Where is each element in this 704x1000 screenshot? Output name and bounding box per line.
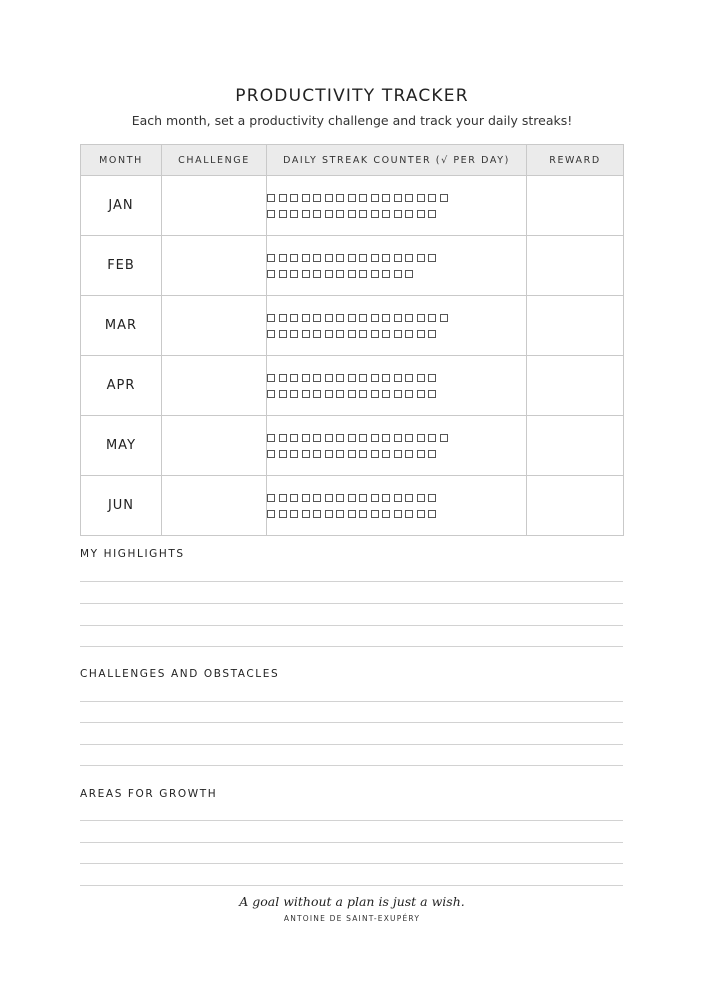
day-checkbox[interactable] [394, 494, 402, 502]
day-checkbox[interactable] [382, 494, 390, 502]
writing-line[interactable] [80, 842, 623, 843]
day-checkbox[interactable] [405, 314, 413, 322]
quote-author: ANTOINE DE SAINT-EXUPÉRY [283, 914, 421, 923]
day-checkbox[interactable] [313, 434, 321, 442]
day-checkbox[interactable] [405, 450, 413, 458]
day-checkbox[interactable] [394, 194, 402, 202]
checkbox-row [267, 448, 526, 460]
day-checkbox[interactable] [417, 374, 425, 382]
day-checkbox[interactable] [302, 210, 310, 218]
day-checkbox[interactable] [325, 374, 333, 382]
day-checkbox[interactable] [405, 390, 413, 398]
writing-line[interactable] [80, 885, 623, 886]
day-checkbox[interactable] [313, 450, 321, 458]
day-checkbox[interactable] [267, 390, 275, 398]
checkbox-row [267, 432, 526, 444]
day-checkbox[interactable] [325, 390, 333, 398]
day-checkbox[interactable] [302, 194, 310, 202]
day-checkbox[interactable] [405, 510, 413, 518]
day-checkbox[interactable] [417, 434, 425, 442]
day-checkbox[interactable] [359, 390, 367, 398]
table-row [81, 476, 624, 536]
day-checkbox[interactable] [279, 194, 287, 202]
day-checkbox[interactable] [371, 434, 379, 442]
day-checkbox[interactable] [348, 494, 356, 502]
day-checkbox[interactable] [359, 434, 367, 442]
day-checkbox[interactable] [394, 390, 402, 398]
day-checkbox[interactable] [428, 434, 436, 442]
streak-cell [267, 176, 527, 236]
day-checkbox[interactable] [382, 390, 390, 398]
day-checkbox[interactable] [313, 314, 321, 322]
streak-cell [267, 236, 527, 296]
day-checkbox[interactable] [325, 314, 333, 322]
checkbox-row [267, 208, 526, 220]
day-checkbox[interactable] [267, 314, 275, 322]
day-checkbox[interactable] [279, 390, 287, 398]
day-checkbox[interactable] [336, 330, 344, 338]
day-checkbox[interactable] [371, 374, 379, 382]
tracker-table [80, 144, 624, 536]
streak-cell [267, 476, 527, 536]
day-checkbox[interactable] [405, 330, 413, 338]
challenge-cell[interactable] [162, 236, 267, 296]
day-checkbox[interactable] [394, 434, 402, 442]
day-checkbox[interactable] [325, 194, 333, 202]
day-checkbox[interactable] [428, 194, 436, 202]
day-checkbox[interactable] [313, 194, 321, 202]
day-checkbox[interactable] [405, 434, 413, 442]
day-checkbox[interactable] [371, 450, 379, 458]
day-checkbox[interactable] [394, 374, 402, 382]
day-checkbox[interactable] [290, 254, 298, 262]
day-checkbox[interactable] [336, 270, 344, 278]
day-checkbox[interactable] [405, 494, 413, 502]
day-checkbox[interactable] [313, 494, 321, 502]
reward-cell[interactable] [527, 416, 624, 476]
day-checkbox[interactable] [290, 210, 298, 218]
day-checkbox[interactable] [290, 314, 298, 322]
day-checkbox[interactable] [302, 254, 310, 262]
writing-line[interactable] [80, 863, 623, 864]
day-checkbox[interactable] [348, 314, 356, 322]
day-checkbox[interactable] [417, 330, 425, 338]
day-checkbox[interactable] [267, 374, 275, 382]
month-cell: FEB [81, 236, 162, 296]
streak-cell [267, 296, 527, 356]
day-checkbox[interactable] [371, 330, 379, 338]
column-header-month: MONTH [81, 145, 162, 176]
day-checkbox[interactable] [371, 270, 379, 278]
writing-line[interactable] [80, 625, 623, 626]
day-checkbox[interactable] [336, 194, 344, 202]
day-checkbox[interactable] [336, 494, 344, 502]
challenge-cell[interactable] [162, 356, 267, 416]
day-checkbox[interactable] [428, 254, 436, 262]
day-checkbox[interactable] [394, 254, 402, 262]
day-checkbox[interactable] [279, 374, 287, 382]
day-checkbox[interactable] [348, 374, 356, 382]
day-checkbox[interactable] [348, 330, 356, 338]
table-row [81, 176, 624, 236]
challenge-cell[interactable] [162, 476, 267, 536]
day-checkbox[interactable] [394, 314, 402, 322]
writing-line[interactable] [80, 820, 623, 821]
page-subtitle: Each month, set a productivity challenge and track your daily streaks! [131, 113, 573, 128]
month-cell: MAR [81, 296, 162, 356]
checkbox-row [267, 508, 526, 520]
checkbox-row [267, 492, 526, 504]
day-checkbox[interactable] [267, 210, 275, 218]
day-checkbox[interactable] [359, 210, 367, 218]
day-checkbox[interactable] [290, 450, 298, 458]
table-row [81, 416, 624, 476]
day-checkbox[interactable] [267, 510, 275, 518]
day-checkbox[interactable] [290, 510, 298, 518]
day-checkbox[interactable] [267, 450, 275, 458]
day-checkbox[interactable] [279, 494, 287, 502]
day-checkbox[interactable] [405, 254, 413, 262]
day-checkbox[interactable] [279, 254, 287, 262]
day-checkbox[interactable] [325, 510, 333, 518]
writing-line[interactable] [80, 701, 623, 702]
day-checkbox[interactable] [428, 510, 436, 518]
day-checkbox[interactable] [325, 330, 333, 338]
writing-line[interactable] [80, 646, 623, 647]
day-checkbox[interactable] [359, 510, 367, 518]
streak-cell [267, 356, 527, 416]
column-header-reward: REWARD [527, 145, 624, 176]
day-checkbox[interactable] [440, 434, 448, 442]
day-checkbox[interactable] [302, 314, 310, 322]
day-checkbox[interactable] [336, 254, 344, 262]
day-checkbox[interactable] [336, 450, 344, 458]
day-checkbox[interactable] [313, 270, 321, 278]
writing-line[interactable] [80, 603, 623, 604]
day-checkbox[interactable] [359, 194, 367, 202]
day-checkbox[interactable] [359, 270, 367, 278]
reward-cell[interactable] [527, 296, 624, 356]
checkbox-row [267, 192, 526, 204]
day-checkbox[interactable] [290, 330, 298, 338]
day-checkbox[interactable] [371, 390, 379, 398]
day-checkbox[interactable] [279, 270, 287, 278]
reward-cell[interactable] [527, 476, 624, 536]
checkbox-row [267, 252, 526, 264]
writing-line[interactable] [80, 744, 623, 745]
day-checkbox[interactable] [279, 314, 287, 322]
day-checkbox[interactable] [279, 434, 287, 442]
day-checkbox[interactable] [279, 450, 287, 458]
day-checkbox[interactable] [428, 330, 436, 338]
month-cell: JAN [81, 176, 162, 236]
day-checkbox[interactable] [428, 314, 436, 322]
day-checkbox[interactable] [348, 210, 356, 218]
day-checkbox[interactable] [348, 270, 356, 278]
day-checkbox[interactable] [405, 210, 413, 218]
checkbox-row [267, 328, 526, 340]
day-checkbox[interactable] [382, 210, 390, 218]
reward-cell[interactable] [527, 356, 624, 416]
writing-line[interactable] [80, 722, 623, 723]
day-checkbox[interactable] [405, 270, 413, 278]
month-cell: APR [81, 356, 162, 416]
day-checkbox[interactable] [267, 194, 275, 202]
day-checkbox[interactable] [313, 330, 321, 338]
day-checkbox[interactable] [417, 450, 425, 458]
checkbox-row [267, 268, 526, 280]
day-checkbox[interactable] [371, 510, 379, 518]
day-checkbox[interactable] [348, 390, 356, 398]
day-checkbox[interactable] [336, 434, 344, 442]
day-checkbox[interactable] [302, 330, 310, 338]
day-checkbox[interactable] [325, 450, 333, 458]
day-checkbox[interactable] [382, 330, 390, 338]
day-checkbox[interactable] [336, 390, 344, 398]
day-checkbox[interactable] [417, 494, 425, 502]
checkbox-row [267, 372, 526, 384]
section-label-challenges: CHALLENGES AND OBSTACLES [80, 668, 280, 680]
writing-line[interactable] [80, 765, 623, 766]
month-cell: JUN [81, 476, 162, 536]
table-row [81, 356, 624, 416]
day-checkbox[interactable] [417, 314, 425, 322]
day-checkbox[interactable] [382, 374, 390, 382]
day-checkbox[interactable] [428, 374, 436, 382]
day-checkbox[interactable] [371, 210, 379, 218]
day-checkbox[interactable] [267, 434, 275, 442]
checkbox-row [267, 312, 526, 324]
day-checkbox[interactable] [313, 254, 321, 262]
day-checkbox[interactable] [336, 510, 344, 518]
day-checkbox[interactable] [313, 390, 321, 398]
section-label-growth: AREAS FOR GROWTH [80, 788, 218, 800]
day-checkbox[interactable] [371, 494, 379, 502]
day-checkbox[interactable] [359, 374, 367, 382]
challenge-cell[interactable] [162, 296, 267, 356]
day-checkbox[interactable] [325, 494, 333, 502]
reward-cell[interactable] [527, 176, 624, 236]
day-checkbox[interactable] [290, 374, 298, 382]
day-checkbox[interactable] [302, 390, 310, 398]
day-checkbox[interactable] [382, 194, 390, 202]
table-header-row [81, 145, 624, 176]
day-checkbox[interactable] [394, 210, 402, 218]
day-checkbox[interactable] [290, 434, 298, 442]
day-checkbox[interactable] [359, 494, 367, 502]
table-row [81, 236, 624, 296]
day-checkbox[interactable] [290, 390, 298, 398]
day-checkbox[interactable] [290, 494, 298, 502]
writing-line[interactable] [80, 581, 623, 582]
day-checkbox[interactable] [417, 254, 425, 262]
streak-cell [267, 416, 527, 476]
page-title: PRODUCTIVITY TRACKER [235, 86, 469, 106]
day-checkbox[interactable] [382, 434, 390, 442]
day-checkbox[interactable] [428, 210, 436, 218]
day-checkbox[interactable] [313, 510, 321, 518]
checkbox-row [267, 388, 526, 400]
day-checkbox[interactable] [382, 254, 390, 262]
day-checkbox[interactable] [382, 270, 390, 278]
day-checkbox[interactable] [348, 194, 356, 202]
section-label-highlights: MY HIGHLIGHTS [80, 548, 185, 560]
day-checkbox[interactable] [394, 450, 402, 458]
reward-cell[interactable] [527, 236, 624, 296]
table-row [81, 296, 624, 356]
challenge-cell[interactable] [162, 416, 267, 476]
day-checkbox[interactable] [417, 194, 425, 202]
day-checkbox[interactable] [440, 314, 448, 322]
day-checkbox[interactable] [267, 270, 275, 278]
day-checkbox[interactable] [359, 450, 367, 458]
day-checkbox[interactable] [359, 314, 367, 322]
day-checkbox[interactable] [348, 450, 356, 458]
day-checkbox[interactable] [348, 254, 356, 262]
day-checkbox[interactable] [428, 450, 436, 458]
day-checkbox[interactable] [348, 434, 356, 442]
day-checkbox[interactable] [382, 314, 390, 322]
day-checkbox[interactable] [382, 510, 390, 518]
day-checkbox[interactable] [267, 330, 275, 338]
challenge-cell[interactable] [162, 176, 267, 236]
day-checkbox[interactable] [302, 374, 310, 382]
day-checkbox[interactable] [336, 314, 344, 322]
day-checkbox[interactable] [313, 210, 321, 218]
day-checkbox[interactable] [428, 390, 436, 398]
day-checkbox[interactable] [313, 374, 321, 382]
day-checkbox[interactable] [302, 434, 310, 442]
day-checkbox[interactable] [325, 434, 333, 442]
day-checkbox[interactable] [267, 494, 275, 502]
day-checkbox[interactable] [302, 510, 310, 518]
day-checkbox[interactable] [302, 494, 310, 502]
day-checkbox[interactable] [359, 254, 367, 262]
day-checkbox[interactable] [348, 510, 356, 518]
column-header-streak: DAILY STREAK COUNTER (√ PER DAY) [267, 145, 527, 176]
day-checkbox[interactable] [440, 194, 448, 202]
day-checkbox[interactable] [417, 210, 425, 218]
day-checkbox[interactable] [394, 330, 402, 338]
day-checkbox[interactable] [394, 270, 402, 278]
day-checkbox[interactable] [405, 374, 413, 382]
column-header-challenge: CHALLENGE [162, 145, 267, 176]
day-checkbox[interactable] [290, 194, 298, 202]
day-checkbox[interactable] [359, 330, 367, 338]
day-checkbox[interactable] [279, 210, 287, 218]
month-cell: MAY [81, 416, 162, 476]
day-checkbox[interactable] [371, 314, 379, 322]
day-checkbox[interactable] [336, 374, 344, 382]
quote-text: A goal without a plan is just a wish. [239, 894, 465, 909]
day-checkbox[interactable] [428, 494, 436, 502]
day-checkbox[interactable] [382, 450, 390, 458]
day-checkbox[interactable] [325, 270, 333, 278]
day-checkbox[interactable] [417, 390, 425, 398]
day-checkbox[interactable] [290, 270, 298, 278]
day-checkbox[interactable] [279, 510, 287, 518]
day-checkbox[interactable] [267, 254, 275, 262]
day-checkbox[interactable] [336, 210, 344, 218]
day-checkbox[interactable] [325, 210, 333, 218]
day-checkbox[interactable] [405, 194, 413, 202]
day-checkbox[interactable] [302, 270, 310, 278]
day-checkbox[interactable] [394, 510, 402, 518]
day-checkbox[interactable] [279, 330, 287, 338]
day-checkbox[interactable] [371, 254, 379, 262]
day-checkbox[interactable] [325, 254, 333, 262]
day-checkbox[interactable] [417, 510, 425, 518]
day-checkbox[interactable] [371, 194, 379, 202]
day-checkbox[interactable] [302, 450, 310, 458]
